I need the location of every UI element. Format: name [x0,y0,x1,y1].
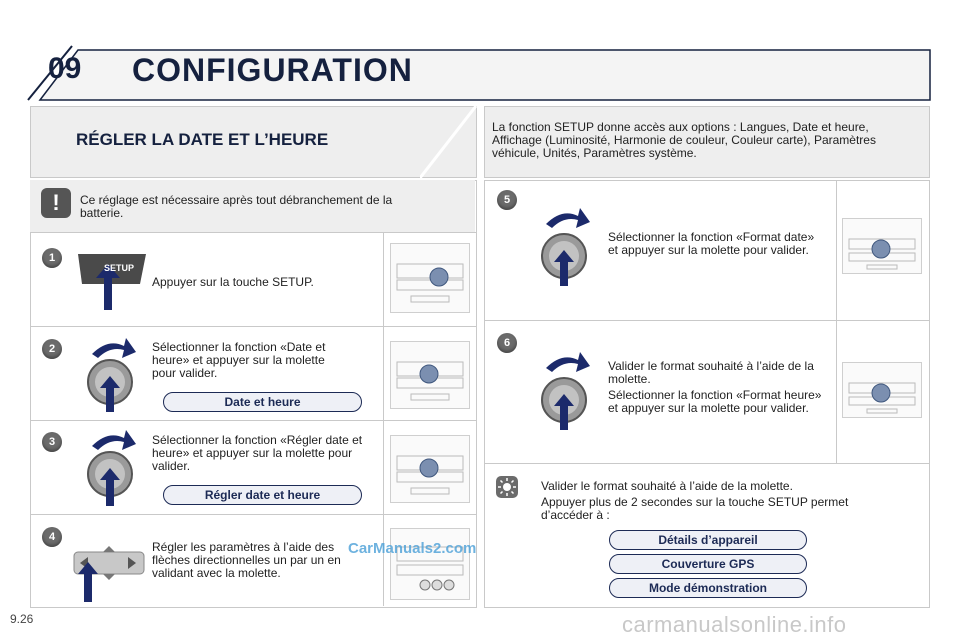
watermark-carmanualsonline: carmanualsonline.info [622,612,847,637]
section-title: RÉGLER LA DATE ET L’HEURE [76,130,329,149]
tip-sun-icon [496,476,518,498]
step-1-badge: 1 [42,248,62,268]
direction-keys-icon [70,540,150,604]
radio-panel-3 [390,435,470,503]
intro-text: La fonction SETUP donne accès aux options : Langues, Date et heure, Affichage (Luminosité, Harmonie de couleur, Couleur carte), Paramètres véhicule, Unités, Paramètres système. [492,120,876,160]
radio-panel-6 [842,362,922,418]
step-6-text: Valider le format souhaité à l’aide de la molette. [608,359,814,386]
step-1-text: Appuyer sur la touche SETUP. [152,275,314,289]
step-2-badge: 2 [42,339,62,359]
step-6-text-2: Sélectionner la fonction «Format heure» et appuyer sur la molette pour valider. [608,388,822,415]
step-5-text: Sélectionner la fonction «Format date» et appuyer sur la molette pour valider. [608,230,815,257]
chapter-number: 09 [48,52,82,85]
knob-press-icon-5 [536,206,596,288]
page-title: CONFIGURATION [132,52,413,88]
warning-icon: ! [41,188,71,218]
tip-text-1: Valider le format souhaité à l’aide de la molette. [541,479,793,493]
radio-panel-4 [390,528,470,600]
knob-press-icon-6 [536,350,596,432]
setup-key-icon [74,250,154,314]
step-5-badge: 5 [497,190,517,210]
step-4-text: Régler les paramètres à l’aide des flèches directionnelles un par un en validant avec la molette. [152,540,341,580]
step-2-text: Sélectionner la fonction «Date et heure» et appuyer sur la molette pour valider. [152,340,326,380]
regler-date-et-heure-button[interactable]: Régler date et heure [163,485,362,505]
details-appareil-button[interactable]: Détails d’appareil [609,530,807,550]
step-6-badge: 6 [497,333,517,353]
mode-demonstration-button[interactable]: Mode démonstration [609,578,807,598]
knob-press-icon-2 [82,336,142,414]
step-3-badge: 3 [42,432,62,452]
watermark-carmanuals2: CarManuals2.com [348,540,477,557]
section-title-deco [420,106,480,178]
step-3-text: Sélectionner la fonction «Régler date et heure» et appuyer sur la molette pour valider. [152,433,363,473]
page-number: 9.26 [10,612,34,626]
step-4-badge: 4 [42,527,62,547]
radio-panel-5 [842,218,922,274]
setup-key-label: SETUP [104,263,135,273]
date-et-heure-button[interactable]: Date et heure [163,392,362,412]
tip-text-2: Appuyer plus de 2 secondes sur la touche SETUP permet d’accéder à : [541,495,849,522]
couverture-gps-button[interactable]: Couverture GPS [609,554,807,574]
radio-panel-1 [390,243,470,313]
warning-text: Ce réglage est nécessaire après tout débranchement de la batterie. [80,193,393,220]
radio-panel-2 [390,341,470,409]
knob-press-icon-3 [82,428,142,508]
